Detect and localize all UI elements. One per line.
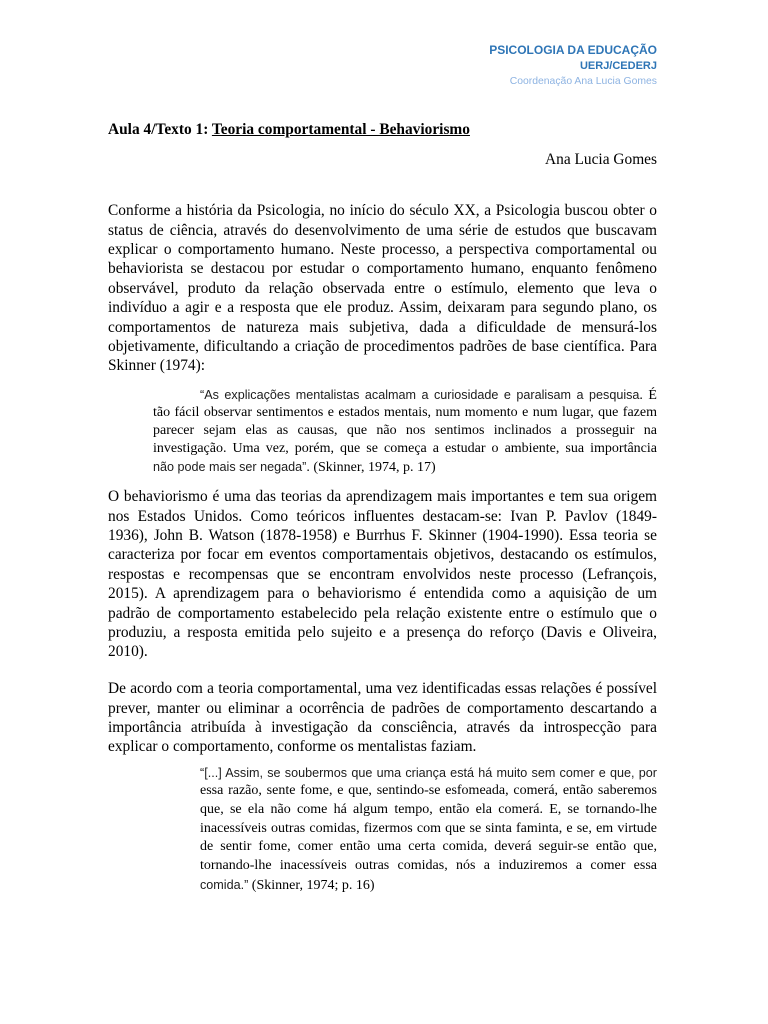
paragraph-line: comportamentos de natureza mais subjetiva, dada a dificuldade de mensurá-los (108, 318, 657, 336)
paragraph-line: nos Estados Unidos. Como teóricos influentes destacam-se: Ivan P. Pavlov (1849- (108, 507, 657, 525)
paragraph-line: produziu, a resposta emitida pelo sujeito e a presença do reforço (Davis e Oliveira, (108, 624, 657, 642)
quote-segment: comida.” (200, 877, 249, 892)
paragraph-line: caracteriza por focar em eventos comportamentais objetivos, destacando os estímulos, (108, 546, 657, 564)
header-institution: UERJ/CEDERJ (579, 60, 657, 72)
header-coordination: Coordenação Ana Lucia Gomes (509, 76, 657, 87)
paragraph-1 (108, 201, 657, 376)
citation: (Skinner, 1974; p. 16) (248, 877, 375, 893)
quote-segment: investigação. Uma vez, porém, que se começa a estudar o ambiente, sua importância (153, 441, 657, 456)
quote-segment: . É (639, 388, 657, 403)
paragraph-2 (108, 487, 657, 662)
quote-segment: inacessíveis outras comidas, fizermos com que se sinta faminta, e se, em virtude (200, 820, 657, 836)
paragraph-3 (108, 679, 657, 757)
block-quote-1 (153, 386, 657, 476)
quote-segment: “[...] Assim, se soubermos que uma criança está há muito sem comer e que, por (200, 765, 657, 780)
quote-line (153, 422, 657, 440)
quote-line (200, 876, 657, 895)
quote-line (153, 386, 657, 404)
quote-segment: tornando-lhe inacessíveis outras comidas, nós a induziremos a comer essa (200, 857, 657, 873)
paragraph-line: Conforme a história da Psicologia, no início do século XX, a Psicologia buscou obter o (108, 202, 657, 220)
quote-line (153, 458, 657, 476)
title-prefix: Aula 4/Texto 1: (108, 121, 212, 138)
paragraph-line: 2010). (108, 643, 148, 661)
quote-segment: tão fácil observar sentimentos e estados mentais, num momento e num lugar, que fazem (153, 405, 657, 420)
citation: . (Skinner, 1974, p. 17) (306, 460, 436, 475)
paragraph-line: behaviorista se destacou por estudar o comportamento humano, enquanto fenômeno (108, 260, 657, 278)
paragraph-line: importância atribuída à investigação da consciência, através da introspecção para (108, 719, 657, 737)
document-title (108, 120, 470, 139)
quote-line (200, 801, 657, 820)
paragraph-line: status de ciência, através do desenvolvimento de uma série de estudos que buscavam (108, 221, 657, 239)
page-header (489, 42, 657, 90)
paragraph-line: 1936), John B. Watson (1878-1958) e Burrhus F. Skinner (1904-1990). Essa teoria se (108, 527, 657, 545)
paragraph-line: respostas e recompensas que se encontram envolvidos neste processo (Lefrançois, (108, 565, 657, 583)
paragraph-line: prever, manter ou eliminar a ocorrência de padrões de comportamento descartando a (108, 699, 657, 717)
quote-line (200, 820, 657, 839)
paragraph-line: observável, produto da relação observada entre o estímulo, elemento que leva o (108, 279, 657, 297)
paragraph-line: explicar o comportamento, conforme os mentalistas faziam. (108, 738, 477, 756)
title-main: Teoria comportamental - Behaviorismo (211, 121, 470, 138)
quote-segment: que, se ela não come há algum tempo, então ela comerá. E, se tornando-lhe (200, 802, 657, 817)
paragraph-line: indivíduo a agir e a resposta que ele produz. Assim, deixaram para segundo plano, os (108, 299, 657, 317)
paragraph-line: objetivamente, dificultando a criação de procedimentos padrões de base científica. Para (108, 338, 657, 356)
paragraph-line: explicar o comportamento humano. Neste processo, a perspectiva comportamental ou (108, 241, 657, 259)
quote-segment: parecer sejam elas as causas, que não nos sentimos inclinados a prosseguir na (153, 423, 657, 438)
paragraph-line: padrão de comportamento estabelecido pela relação existente entre o estímulo que o (108, 604, 657, 622)
paragraph-line: De acordo com a teoria comportamental, uma vez identificadas essas relações é possível (108, 680, 657, 698)
quote-line (200, 857, 657, 876)
paragraph-line: 2015). A aprendizagem para o behaviorismo é entendida como a aquisição de um (108, 585, 657, 603)
paragraph-line: Skinner (1974): (108, 357, 206, 375)
header-course-title: PSICOLOGIA DA EDUCAÇÃO (489, 43, 657, 57)
quote-segment: essa razão, sente fome, e que, sentindo-se esfomeada, comerá, então saberemos (200, 783, 657, 799)
quote-segment: não pode mais ser negada” (153, 460, 307, 474)
paragraph-line: O behaviorismo é uma das teorias da aprendizagem mais importantes e tem sua origem (108, 488, 657, 506)
quote-line (200, 764, 657, 783)
quote-line (200, 838, 657, 857)
quote-line (200, 782, 657, 801)
quote-line (153, 404, 657, 422)
quote-segment: “As explicações mentalistas acalmam a curiosidade e paralisam a pesquisa (200, 388, 640, 402)
quote-line (153, 440, 657, 458)
quote-segment: de sentir fome, comer então uma certa comida, deverá seguir-se então que, (200, 839, 657, 855)
block-quote-2 (200, 764, 657, 895)
author-name: Ana Lucia Gomes (545, 151, 657, 168)
